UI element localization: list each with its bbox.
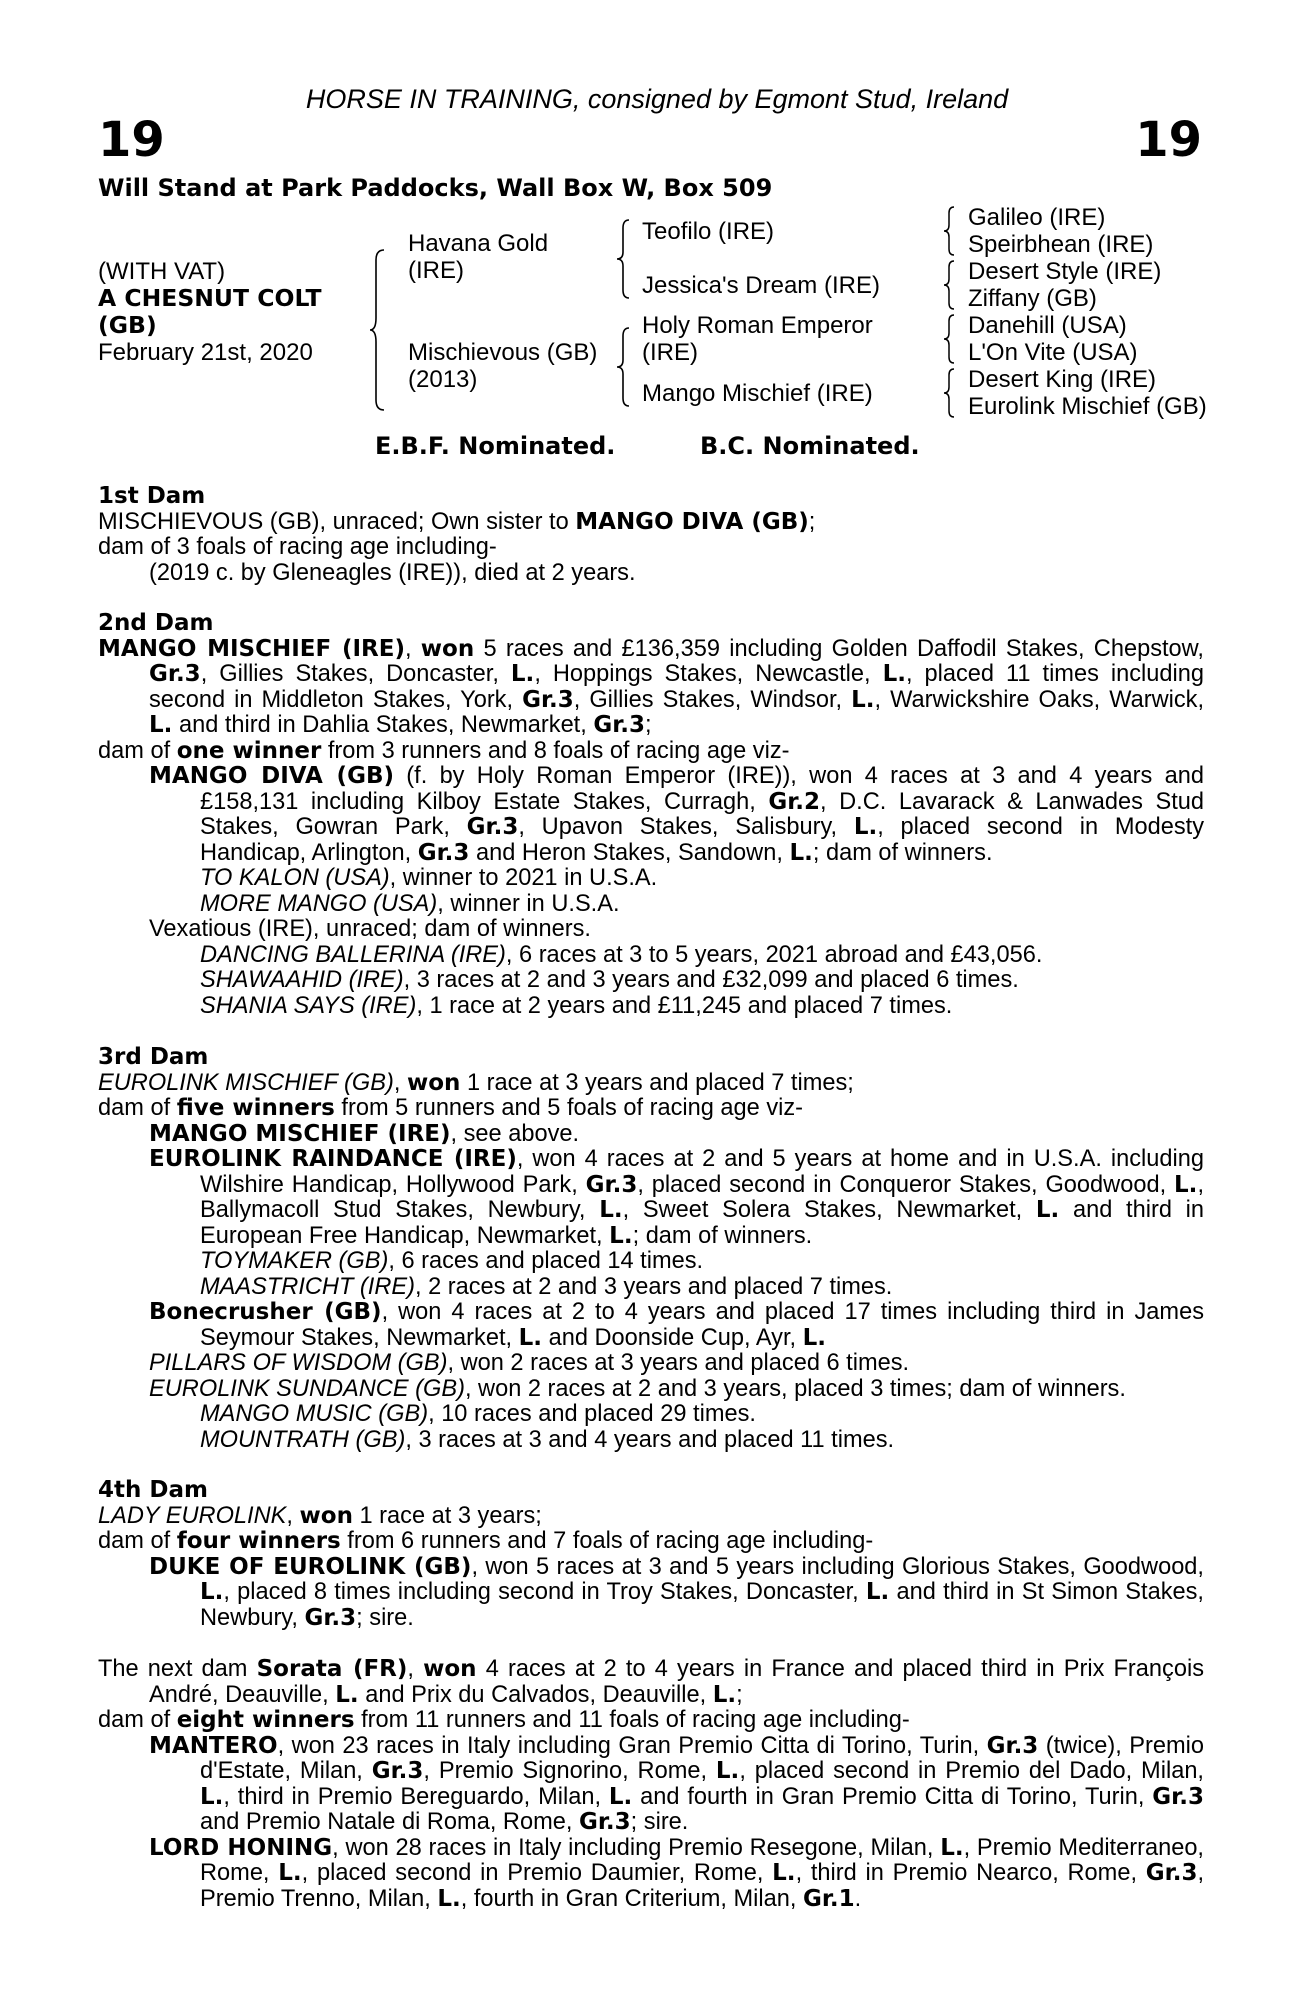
gp-dam-dam-sire: Desert King (IRE) — [968, 366, 1157, 393]
gp-sire-sire-dam: Speirbhean (IRE) — [968, 231, 1154, 258]
gp-dam-sire-dam: L'On Vite (USA) — [968, 339, 1138, 366]
produce-toymaker: TOYMAKER (GB), 6 races and placed 14 times. — [200, 1248, 704, 1274]
subject-name: A CHESNUT COLT — [98, 284, 322, 312]
fifth-dam-produce-summary: dam of eight winners from 11 runners and 11 foals of racing age including- — [98, 1707, 910, 1733]
gp-dam-sire-sire: Danehill (USA) — [968, 312, 1127, 339]
subject-vat: (WITH VAT) — [98, 258, 226, 285]
dam-dam: Mango Mischief (IRE) — [642, 380, 873, 407]
sire-name: Havana Gold — [408, 230, 549, 257]
subject-name-country: (GB) — [98, 311, 157, 339]
dam-sire-country: (IRE) — [642, 339, 698, 366]
fifth-dam-section — [98, 1657, 1204, 1912]
gp-brace-2 — [944, 259, 958, 311]
produce-shawaahid: SHAWAAHID (IRE), 3 races at 2 and 3 years and £32,099 and placed 6 times. — [200, 967, 1019, 993]
sire-dam-brace — [370, 248, 390, 412]
produce-lord-honing: LORD HONING, won 28 races in Italy including Premio Resegone, Milan, L., Premio Mediterraneo, Rome, L., placed second in Premio Daumier, Rome, L., third in Premio Nearco, Rome, Gr.3, Premio Trenno, Milan, L., fourth in Gran Criterium, Milan, Gr.1. — [149, 1834, 1205, 1912]
sire-country: (IRE) — [408, 257, 464, 284]
first-dam-foals: dam of 3 foals of racing age including- — [98, 534, 497, 560]
gp-dam-dam-dam: Eurolink Mischief (GB) — [968, 393, 1207, 420]
gp-sire-dam-dam: Ziffany (GB) — [968, 285, 1097, 312]
sire-dam: Jessica's Dream (IRE) — [642, 272, 880, 299]
produce-eurolink-raindance: EUROLINK RAINDANCE (IRE), won 4 races at 2 and 5 years at home and in U.S.A. including Wilshire Handicap, Hollywood Park, Gr.3, placed second in Conqueror Stakes, Goodwood, L., Ballymacoll Stud Stakes, Newbury, L., Sweet Solera Stakes, Newmarket, L. and third in European Free Handicap, Newmarket, L.; dam of winners. — [149, 1146, 1204, 1249]
third-dam-produce-summary: dam of five winners from 5 runners and 5 foals of racing age viz- — [98, 1095, 804, 1121]
first-dam-heading: 1st Dam — [98, 483, 206, 509]
produce-shania-says: SHANIA SAYS (IRE), 1 race at 2 years and £11,245 and placed 7 times. — [200, 992, 953, 1019]
first-dam-produce: (2019 c. by Gleneagles (IRE)), died at 2 years. — [149, 559, 636, 586]
dam-name: Mischievous (GB) — [408, 339, 598, 366]
first-dam-sister: MANGO DIVA (GB) — [575, 508, 809, 535]
produce-to-kalon: TO KALON (USA), winner to 2021 in U.S.A. — [200, 865, 658, 891]
first-dam-section — [98, 484, 1204, 586]
gp-brace-3 — [944, 313, 958, 365]
second-dam-produce-summary: dam of one winner from 3 runners and 8 foals of racing age viz- — [98, 737, 790, 764]
stand-location: Will Stand at Park Paddocks, Wall Box W, Box 509 — [98, 174, 773, 202]
gp-brace-1 — [944, 205, 958, 257]
third-dam-record: EUROLINK MISCHIEF (GB), won 1 race at 3 years and placed 7 times; — [98, 1069, 854, 1096]
produce-vexatious: Vexatious (IRE), unraced; dam of winners. — [149, 916, 591, 942]
produce-dancing-ballerina: DANCING BALLERINA (IRE), 6 races at 3 to 5 years, 2021 abroad and £43,056. — [200, 941, 1043, 968]
catalogue-header: HORSE IN TRAINING, consigned by Egmont Stud, Ireland — [305, 84, 1009, 114]
subject-foaled: February 21st, 2020 — [98, 339, 313, 366]
lot-number-right: 19 — [1135, 112, 1202, 168]
gp-brace-4 — [944, 367, 958, 419]
fourth-dam-record: LADY EUROLINK, won 1 race at 3 years; — [98, 1502, 542, 1529]
produce-more-mango: MORE MANGO (USA), winner in U.S.A. — [200, 890, 620, 917]
fourth-dam-section — [98, 1478, 1204, 1631]
dam-parents-brace — [617, 326, 635, 408]
second-dam-section — [98, 611, 1204, 1019]
lot-number-left: 19 — [98, 112, 165, 168]
fourth-dam-produce-summary: dam of four winners from 6 runners and 7 foals of racing age including- — [98, 1528, 874, 1554]
produce-mango-music: MANGO MUSIC (GB), 10 races and placed 29 times. — [200, 1401, 756, 1427]
fifth-dam-record: The next dam Sorata (FR), won 4 races at 2 to 4 years in France and placed third in Prix François André, Deauville, L. and Prix du Calvados, Deauville, L.; — [98, 1656, 1204, 1708]
gp-sire-sire-sire: Galileo (IRE) — [968, 204, 1106, 231]
produce-duke-of-eurolink: DUKE OF EUROLINK (GB), won 5 races at 3 and 5 years including Glorious Stakes, Goodwood, L., placed 8 times including second in Troy Stakes, Doncaster, L. and third in St Simon Stakes, Newbury, Gr.3; sire. — [149, 1553, 1204, 1631]
second-dam-heading: 2nd Dam — [98, 610, 214, 636]
produce-mantero: MANTERO, won 23 races in Italy including Gran Premio Citta di Torino, Turin, Gr.3 (twice), Premio d'Estate, Milan, Gr.3, Premio Signorino, Rome, L., placed second in Premio del Dado, Milan, L., third in Premio Bereguardo, Milan, L. and fourth in Gran Premio Citta di Torino, Turin, Gr.3 and Premio Natale di Roma, Rome, Gr.3; sire. — [149, 1732, 1204, 1835]
third-dam-heading: 3rd Dam — [98, 1044, 209, 1070]
third-dam-section — [98, 1045, 1204, 1453]
second-dam-record: MANGO MISCHIEF (IRE), won 5 races and £136,359 including Golden Daffodil Stakes, Chepstow, Gr.3, Gillies Stakes, Doncaster, L., Hoppings Stakes, Newcastle, L., placed 11 times including second in Middleton Stakes, York, Gr.3, Gillies Stakes, Windsor, L., Warwickshire Oaks, Warwick, L. and third in Dahlia Stakes, Newmarket, Gr.3; — [98, 635, 1205, 738]
fourth-dam-heading: 4th Dam — [98, 1477, 208, 1503]
sire-sire: Teofilo (IRE) — [642, 218, 775, 245]
bc-nomination: B.C. Nominated. — [700, 432, 920, 460]
ebf-nomination: E.B.F. Nominated. — [375, 432, 616, 460]
gp-sire-dam-sire: Desert Style (IRE) — [968, 258, 1162, 285]
produce-eurolink-sundance: EUROLINK SUNDANCE (GB), won 2 races at 2 and 3 years, placed 3 times; dam of winners. — [149, 1375, 1126, 1402]
produce-bonecrusher: Bonecrusher (GB), won 4 races at 2 to 4 years and placed 17 times including third in James Seymour Stakes, Newmarket, L. and Doonside Cup, Ayr, L. — [149, 1299, 1204, 1351]
first-dam-text: MISCHIEVOUS (GB), unraced; Own sister to — [98, 508, 576, 535]
produce-pillars-of-wisdom: PILLARS OF WISDOM (GB), won 2 races at 3 years and placed 6 times. — [149, 1350, 910, 1376]
sire-parents-brace — [617, 218, 635, 300]
produce-mango-diva: MANGO DIVA (GB) (f. by Holy Roman Emperor (IRE)), won 4 races at 3 and 4 years and £158,131 including Kilboy Estate Stakes, Curragh, Gr.2, D.C. Lavarack & Lanwades Stud Stakes, Gowran Park, Gr.3, Upavon Stakes, Salisbury, L., placed second in Modesty Handicap, Arlington, Gr.3 and Heron Stakes, Sandown, L.; dam of winners. — [149, 763, 1204, 866]
dam-year: (2013) — [408, 366, 478, 393]
produce-maastricht: MAASTRICHT (IRE), 2 races at 2 and 3 years and placed 7 times. — [200, 1273, 893, 1300]
first-dam-text-end: ; — [808, 508, 816, 535]
produce-mountrath: MOUNTRATH (GB), 3 races at 3 and 4 years and placed 11 times. — [200, 1426, 895, 1453]
dam-sire: Holy Roman Emperor — [642, 312, 873, 339]
produce-mango-mischief: MANGO MISCHIEF (IRE), see above. — [149, 1120, 580, 1147]
